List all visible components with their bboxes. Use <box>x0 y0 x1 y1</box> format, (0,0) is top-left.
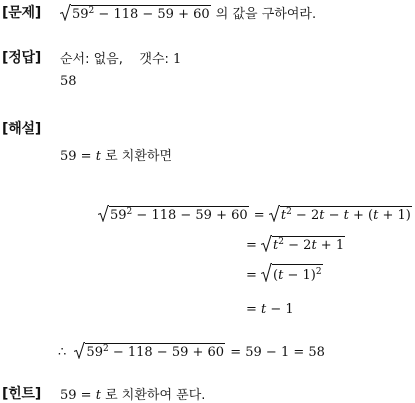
problem-suffix: 의 값을 구하여라. <box>215 7 317 22</box>
radical-sign-icon <box>269 205 280 222</box>
conclusion-line <box>58 343 325 360</box>
step2-radical: $t^2 - 2t + 1$ <box>261 236 345 253</box>
radical-sign-icon <box>261 235 272 252</box>
equation-step-2: = $t^2 - 2t + 1$ <box>246 237 345 253</box>
radical-sign-icon <box>74 342 85 359</box>
equation-step-4: = t − 1 <box>246 302 294 317</box>
step3-radical: $(t - 1)^2$ <box>261 264 323 283</box>
substitution-text: 로 치환하면 <box>105 149 173 164</box>
radical-sign-icon <box>60 4 71 21</box>
substitution-line: 59 = t 로 치환하면 <box>60 149 173 164</box>
problem-expression: $59^2 - 118 - 59 + 60$ <box>72 6 210 22</box>
answer-label: [정답] <box>2 50 42 66</box>
answer-value: 58 <box>60 74 77 89</box>
radical-sign-icon <box>98 205 109 222</box>
hint-line: 59 = t 로 치환하여 푼다. <box>60 388 206 403</box>
conclusion-radical: $59^2 - 118 - 59 + 60$ <box>74 343 225 360</box>
problem-label: [문제] <box>2 5 42 21</box>
lhs-radical: $59^2 - 118 - 59 + 60$ <box>98 206 249 223</box>
radical-sign-icon <box>261 263 272 282</box>
step1-radical: $t^2 - 2t - t + (t + 1)$ <box>269 206 412 223</box>
equation-step-1: $59^2 - 118 - 59 + 60$ = $t^2 - 2t - t + (t + 1)$ <box>98 206 413 223</box>
hint-label: [힌트] <box>2 386 42 402</box>
answer-order-count: 순서: 없음, 갯수: 1 <box>60 52 182 67</box>
solution-label: [해설] <box>2 121 42 137</box>
sqrt-radical <box>60 5 211 22</box>
problem-statement <box>60 3 316 22</box>
equation-step-3: = $(t - 1)^2$ <box>246 264 324 283</box>
therefore-symbol: ∴ <box>58 345 67 360</box>
conclusion-result: = 59 − 1 = 58 <box>230 345 325 360</box>
hint-text: 로 치환하여 푼다. <box>105 388 206 403</box>
